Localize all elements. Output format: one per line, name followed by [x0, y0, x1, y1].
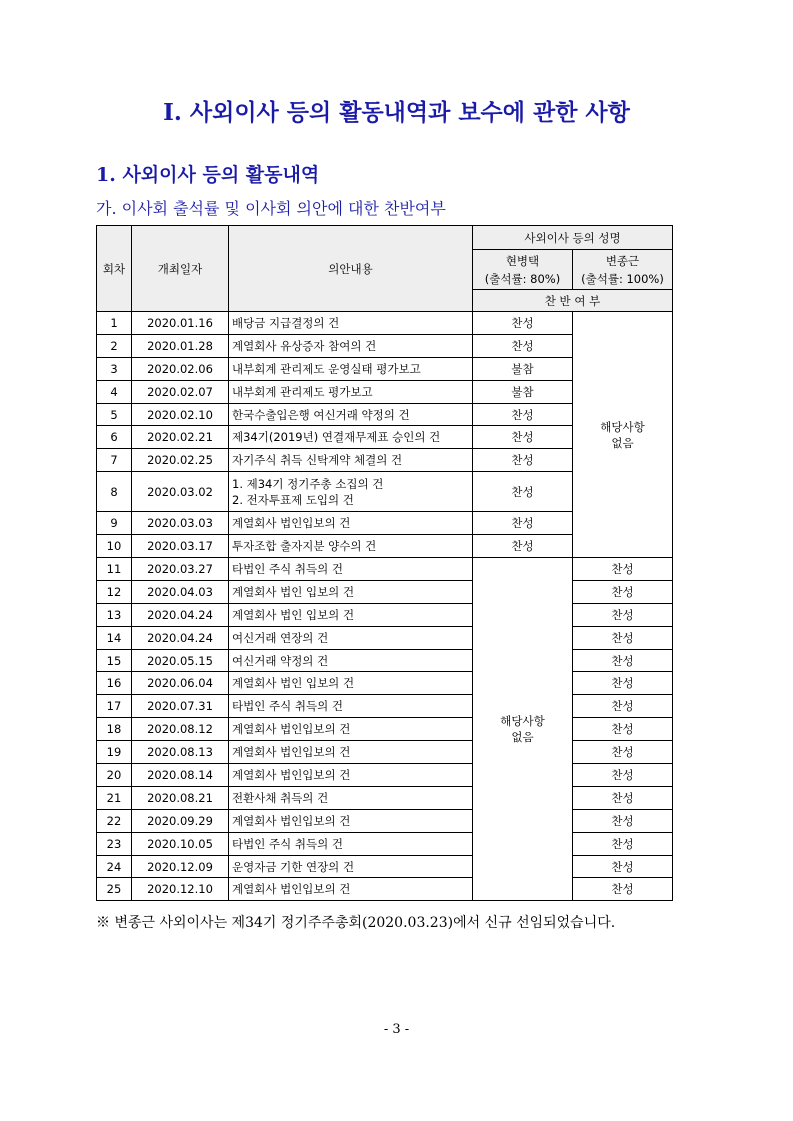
row-no: 25 [97, 878, 132, 901]
row-no: 1 [97, 312, 132, 335]
row-no: 23 [97, 832, 132, 855]
na-label: 해당사항 [500, 714, 545, 729]
row-agenda: 한국수출입은행 여신거래 약정의 건 [229, 403, 473, 426]
row-no: 10 [97, 535, 132, 558]
row-vote-director-2: 찬성 [573, 718, 673, 741]
row-no: 11 [97, 558, 132, 581]
row-no: 21 [97, 786, 132, 809]
table-row [97, 626, 673, 649]
subsection-heading: 가. 이사회 출석률 및 이사회 의안에 대한 찬반여부 [96, 199, 446, 218]
row-no: 8 [97, 472, 132, 512]
row-agenda: 계열회사 법인입보의 건 [229, 741, 473, 764]
row-vote-director-2: 찬성 [573, 558, 673, 581]
row-agenda: 계열회사 법인 입보의 건 [229, 580, 473, 603]
row-date: 2020.04.24 [132, 626, 229, 649]
row-agenda: 계열회사 법인입보의 건 [229, 718, 473, 741]
row-date: 2020.02.25 [132, 449, 229, 472]
director-1-attendance: (출석률: 80%) [484, 271, 561, 286]
row-date: 2020.06.04 [132, 672, 229, 695]
row-no: 4 [97, 380, 132, 403]
director-2-attendance: (출석률: 100%) [581, 271, 664, 286]
row-date: 2020.02.07 [132, 380, 229, 403]
row-agenda: 타법인 주식 취득의 건 [229, 832, 473, 855]
header-no: 회차 [97, 226, 132, 312]
row-date: 2020.10.05 [132, 832, 229, 855]
header-vote: 찬 반 여 부 [473, 290, 673, 312]
row-no: 20 [97, 764, 132, 787]
row-vote-director-2: 찬성 [573, 809, 673, 832]
row-date: 2020.01.16 [132, 312, 229, 335]
row-date: 2020.03.27 [132, 558, 229, 581]
header-directors-group: 사외이사 등의 성명 [473, 226, 673, 250]
table-row [97, 558, 673, 581]
row-no: 17 [97, 695, 132, 718]
row-date: 2020.07.31 [132, 695, 229, 718]
row-vote-director-2: 찬성 [573, 603, 673, 626]
row-no: 3 [97, 357, 132, 380]
table-row [97, 741, 673, 764]
row-no: 6 [97, 426, 132, 449]
table-row [97, 695, 673, 718]
row-vote-director-1: 찬성 [473, 449, 573, 472]
row-agenda: 계열회사 법인 입보의 건 [229, 672, 473, 695]
na-label-2: 없음 [511, 730, 534, 745]
row-agenda: 계열회사 유상증자 참여의 건 [229, 334, 473, 357]
row-vote-director-1: 찬성 [473, 403, 573, 426]
row-date: 2020.12.09 [132, 855, 229, 878]
row-no: 9 [97, 512, 132, 535]
row-date: 2020.02.21 [132, 426, 229, 449]
board-activity-table [96, 225, 673, 901]
row-no: 18 [97, 718, 132, 741]
row-vote-director-2: 찬성 [573, 580, 673, 603]
row-date: 2020.08.14 [132, 764, 229, 787]
row-vote-director-2: 찬성 [573, 786, 673, 809]
row-vote-director-2: 찬성 [573, 695, 673, 718]
row-agenda: 계열회사 법인입보의 건 [229, 809, 473, 832]
header-director-2 [573, 250, 673, 290]
row-date: 2020.08.13 [132, 741, 229, 764]
table-row [97, 855, 673, 878]
row-date: 2020.03.03 [132, 512, 229, 535]
row-no: 12 [97, 580, 132, 603]
row-vote-director-1: 불참 [473, 357, 573, 380]
row-date: 2020.04.24 [132, 603, 229, 626]
header-agenda: 의안내용 [229, 226, 473, 312]
table-row [97, 718, 673, 741]
director-2-name: 변종근 [605, 253, 640, 268]
table-row [97, 312, 673, 335]
row-no: 24 [97, 855, 132, 878]
table-row [97, 878, 673, 901]
row-vote-director-1: 찬성 [473, 312, 573, 335]
row-date: 2020.01.28 [132, 334, 229, 357]
row-date: 2020.03.02 [132, 472, 229, 512]
row-vote-director-1: 찬성 [473, 426, 573, 449]
row-vote-director-1: 찬성 [473, 334, 573, 357]
row-no: 19 [97, 741, 132, 764]
table-row [97, 764, 673, 787]
page-number: - 3 - [383, 1022, 410, 1037]
row-vote-director-2: 찬성 [573, 764, 673, 787]
row-vote-director-1: 찬성 [473, 535, 573, 558]
row-no: 15 [97, 649, 132, 672]
row-vote-director-2: 찬성 [573, 626, 673, 649]
header-date: 개최일자 [132, 226, 229, 312]
row-vote-director-2: 찬성 [573, 878, 673, 901]
row-date: 2020.02.06 [132, 357, 229, 380]
row-agenda: 내부회계 관리제도 평가보고 [229, 380, 473, 403]
table-row [97, 580, 673, 603]
row-date: 2020.02.10 [132, 403, 229, 426]
row-agenda: 여신거래 연장의 건 [229, 626, 473, 649]
row-agenda: 타법인 주식 취득의 건 [229, 558, 473, 581]
row-agenda: 타법인 주식 취득의 건 [229, 695, 473, 718]
row-date: 2020.12.10 [132, 878, 229, 901]
row-agenda: 전환사채 취득의 건 [229, 786, 473, 809]
row-agenda: 운영자금 기한 연장의 건 [229, 855, 473, 878]
row-agenda: 계열회사 법인 입보의 건 [229, 603, 473, 626]
table-row [97, 649, 673, 672]
agenda-line-2: 2. 전자투표제 도입의 건 [232, 492, 354, 507]
row-agenda: 자기주식 취득 신탁계약 체결의 건 [229, 449, 473, 472]
row-date: 2020.09.29 [132, 809, 229, 832]
row-no: 14 [97, 626, 132, 649]
table-row [97, 786, 673, 809]
table-row [97, 832, 673, 855]
row-no: 5 [97, 403, 132, 426]
section-heading: 1. 사외이사 등의 활동내역 [96, 164, 320, 186]
row-date: 2020.03.17 [132, 535, 229, 558]
row-vote-director-2: 찬성 [573, 832, 673, 855]
row-agenda: 투자조합 출자지분 양수의 건 [229, 535, 473, 558]
row-date: 2020.04.03 [132, 580, 229, 603]
table-row [97, 672, 673, 695]
table-row [97, 603, 673, 626]
row-agenda: 배당금 지급결정의 건 [229, 312, 473, 335]
row-vote-director-1: 찬성 [473, 512, 573, 535]
director-1-not-applicable [473, 558, 573, 901]
row-date: 2020.05.15 [132, 649, 229, 672]
row-date: 2020.08.12 [132, 718, 229, 741]
row-vote-director-2: 찬성 [573, 855, 673, 878]
footnote: ※ 변종근 사외이사는 제34기 정기주주총회(2020.03.23)에서 신규 선임되었습니다. [96, 915, 616, 931]
row-date: 2020.08.21 [132, 786, 229, 809]
na-label: 해당사항 [600, 419, 645, 434]
row-no: 2 [97, 334, 132, 357]
row-agenda [229, 472, 473, 512]
row-no: 22 [97, 809, 132, 832]
table-row [97, 809, 673, 832]
na-label-2: 없음 [611, 435, 634, 450]
header-director-1 [473, 250, 573, 290]
row-vote-director-2: 찬성 [573, 741, 673, 764]
row-agenda: 내부회계 관리제도 운영실태 평가보고 [229, 357, 473, 380]
director-2-not-applicable [573, 312, 673, 558]
row-agenda: 제34기(2019년) 연결재무제표 승인의 건 [229, 426, 473, 449]
agenda-line-1: 1. 제34기 정기주총 소집의 건 [232, 476, 384, 491]
row-agenda: 계열회사 법인입보의 건 [229, 764, 473, 787]
row-no: 7 [97, 449, 132, 472]
row-no: 13 [97, 603, 132, 626]
director-1-name: 현병택 [505, 253, 540, 268]
page-title: I. 사외이사 등의 활동내역과 보수에 관한 사항 [163, 99, 630, 126]
row-agenda: 계열회사 법인입보의 건 [229, 512, 473, 535]
row-agenda: 여신거래 약정의 건 [229, 649, 473, 672]
row-vote-director-2: 찬성 [573, 672, 673, 695]
row-no: 16 [97, 672, 132, 695]
row-vote-director-1: 찬성 [473, 472, 573, 512]
row-vote-director-1: 불참 [473, 380, 573, 403]
row-vote-director-2: 찬성 [573, 649, 673, 672]
row-agenda: 계열회사 법인입보의 건 [229, 878, 473, 901]
